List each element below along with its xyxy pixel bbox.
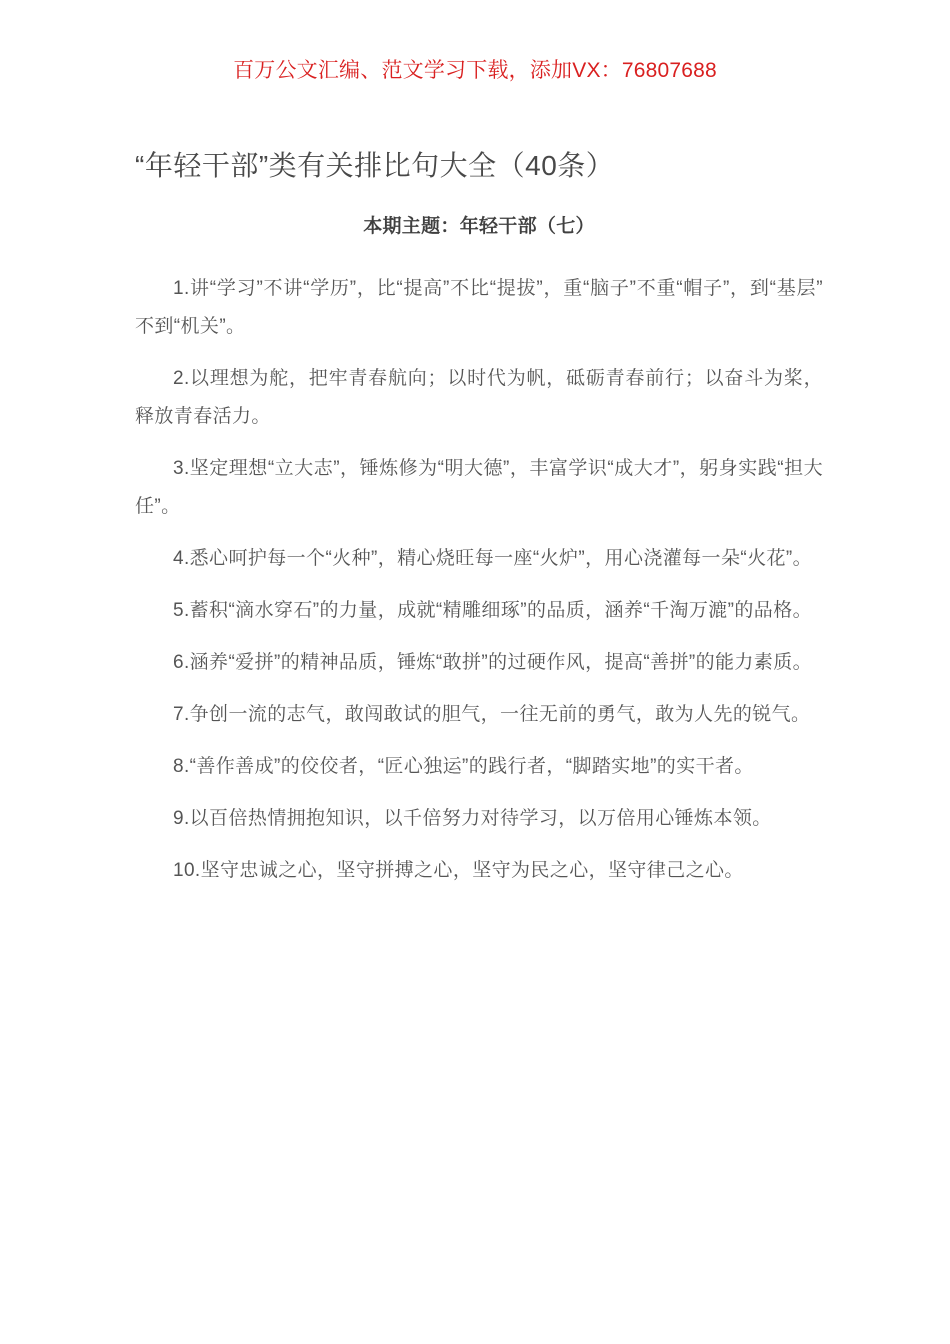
- paragraph-item: 5.蓄积“滴水穿石”的力量，成就“精雕细琢”的品质，涵养“千淘万漉”的品格。: [173, 599, 813, 621]
- promo-banner: 百万公文汇编、范文学习下载，添加VX：76807688: [233, 59, 717, 82]
- document-body: [135, 145, 823, 890]
- document-subtitle: 本期主题：年轻干部（七）: [363, 216, 595, 237]
- paragraph-list: [135, 270, 823, 890]
- paragraph-item: 10.坚守忠诚之心，坚守拼搏之心，坚守为民之心，坚守律己之心。: [173, 859, 744, 881]
- paragraph-item: 9.以百倍热情拥抱知识，以千倍努力对待学习，以万倍用心锤炼本领。: [173, 807, 772, 829]
- page-title: “年轻干部”类有关排比句大全（40条）: [135, 150, 615, 181]
- paragraph-item: 7.争创一流的志气，敢闯敢试的胆气，一往无前的勇气，敢为人先的锐气。: [173, 703, 811, 725]
- paragraph-item: 1.讲“学习”不讲“学历”，比“提高”不比“提拔”，重“脑子”不重“帽子”，到“基层”不到“机关”。: [135, 277, 823, 337]
- paragraph-item: 8.“善作善成”的佼佼者，“匠心独运”的践行者，“脚踏实地”的实干者。: [173, 755, 754, 777]
- paragraph-item: 3.坚定理想“立大志”，锤炼修为“明大德”，丰富学识“成大才”，躬身实践“担大任”。: [135, 457, 823, 517]
- paragraph-item: 2.以理想为舵，把牢青春航向；以时代为帆，砥砺青春前行；以奋斗为桨，释放青春活力。: [135, 367, 823, 427]
- paragraph-item: 4.悉心呵护每一个“火种”，精心烧旺每一座“火炉”，用心浇灌每一朵“火花”。: [173, 547, 813, 569]
- paragraph-item: 6.涵养“爱拼”的精神品质，锤炼“敢拼”的过硬作风，提高“善拼”的能力素质。: [173, 651, 813, 673]
